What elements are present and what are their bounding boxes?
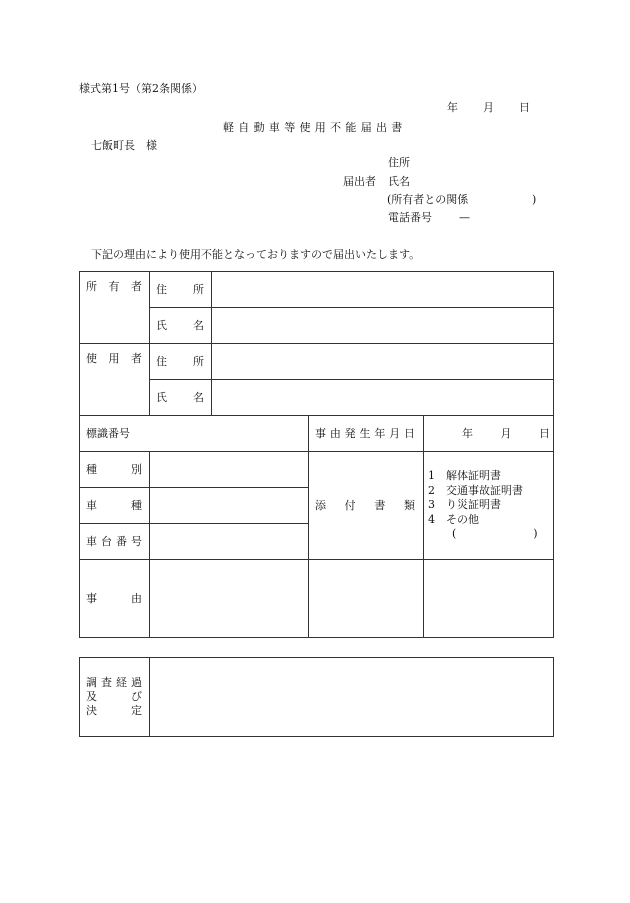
- reason-row: [80, 560, 554, 638]
- review-label-line1: 調 査 経 過: [86, 676, 142, 689]
- owner-name-field[interactable]: [212, 308, 554, 344]
- model-label: 車 種: [80, 488, 150, 524]
- plate-label: 標識番号: [80, 416, 309, 452]
- user-cell: [80, 344, 150, 416]
- statement-text: 下記の理由により使用不能となっておりますので届出いたします。: [91, 248, 421, 261]
- reason-label: 事 由: [80, 560, 150, 638]
- type-row: [80, 452, 554, 488]
- owner-name-row: [80, 308, 554, 344]
- reason-extra-field[interactable]: [309, 560, 424, 638]
- chassis-label: 車 台 番 号: [80, 524, 150, 560]
- user-address-field[interactable]: [212, 344, 554, 380]
- attachment-item: 3 り災証明書: [428, 498, 501, 512]
- user-row: [80, 344, 554, 380]
- review-row: [80, 658, 554, 737]
- date-year-label: 年: [447, 101, 458, 114]
- occurrence-date-label: 事 由 発 生 年 月 日: [309, 416, 424, 452]
- applicant-section-label: 届出者: [343, 175, 376, 188]
- plate-row: [80, 416, 554, 452]
- owner-name-label-cell: 氏 名: [150, 308, 212, 344]
- applicant-address-label: 住所: [388, 156, 410, 169]
- user-name-row: [80, 380, 554, 416]
- addressee: 七飯町長 様: [91, 139, 157, 152]
- relation-close: ): [532, 193, 537, 206]
- vehicle-form-table: [79, 271, 554, 638]
- type-label: 種 別: [80, 452, 150, 488]
- form-number: 様式第1号（第2条関係）: [79, 82, 203, 95]
- attachments-label-cell: [309, 452, 424, 560]
- phone-label: 電話番号: [388, 211, 432, 224]
- relation-label: (所有者との関係: [387, 193, 469, 206]
- user-name-label-cell: 氏 名: [150, 380, 212, 416]
- occurrence-date-field[interactable]: 年 月 日: [424, 416, 554, 452]
- owner-address-field[interactable]: [212, 272, 554, 308]
- model-field[interactable]: [150, 488, 309, 524]
- review-label-cell: [80, 658, 150, 737]
- user-name-field[interactable]: [212, 380, 554, 416]
- attachment-item: 4 その他: [428, 512, 479, 526]
- reason-extra-field-2[interactable]: [424, 560, 554, 638]
- owner-row: [80, 272, 554, 308]
- document-title: 軽自動車等使用不能届出書: [223, 121, 407, 134]
- review-label-line3: 決 定: [86, 704, 142, 717]
- review-field[interactable]: [150, 658, 554, 737]
- owner-cell: [80, 272, 150, 344]
- owner-address-label-cell: 住 所: [150, 272, 212, 308]
- attachments-label: 添 付 書 類: [315, 498, 415, 512]
- chassis-field[interactable]: [150, 524, 309, 560]
- applicant-name-label: 氏名: [388, 175, 410, 188]
- review-label-line2: 及 び: [86, 690, 142, 703]
- owner-label: 所 有 者: [86, 280, 142, 293]
- reason-field[interactable]: [150, 560, 309, 638]
- date-month-label: 月: [483, 101, 494, 114]
- attachment-item: ( ): [452, 527, 538, 541]
- date-day-label: 日: [519, 101, 530, 114]
- attachment-item: 2 交通事故証明書: [428, 483, 523, 497]
- attachments-list: [424, 452, 554, 560]
- user-address-label-cell: 住 所: [150, 344, 212, 380]
- user-label: 使 用 者: [86, 352, 142, 365]
- review-table: [79, 657, 554, 737]
- phone-dash: —: [459, 211, 470, 224]
- attachment-item: 1 解体証明書: [428, 469, 501, 483]
- type-field[interactable]: [150, 452, 309, 488]
